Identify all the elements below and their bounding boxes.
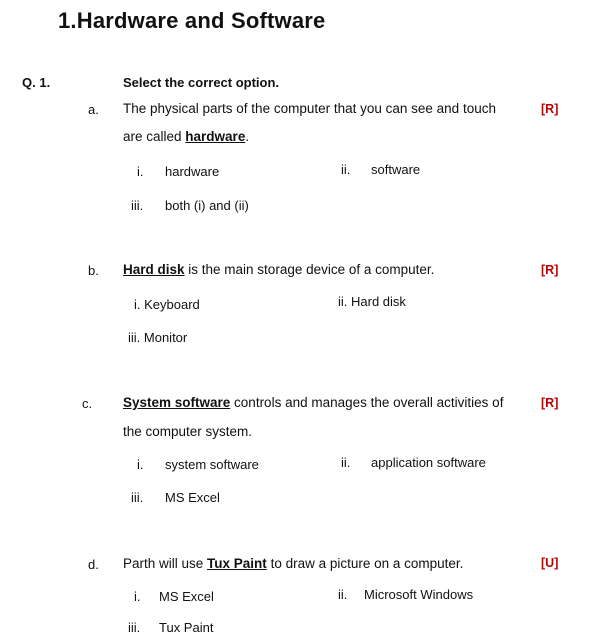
item-c-option-1-number: i. <box>137 457 144 472</box>
item-c-stem-line1 <box>123 395 503 410</box>
question-number: Q. 1. <box>22 75 51 90</box>
item-d-tag: [U] <box>541 556 559 570</box>
item-c-tag: [R] <box>541 396 559 410</box>
item-b-option-1: i. Keyboard <box>134 297 200 312</box>
item-b-keyword: Hard disk <box>123 262 185 277</box>
item-a-option-1-number: i. <box>137 164 144 179</box>
item-c-option-2-number: ii. <box>341 455 351 470</box>
item-d-keyword: Tux Paint <box>207 556 267 571</box>
item-d-letter: d. <box>88 557 99 572</box>
item-a-keyword: hardware <box>185 129 246 144</box>
item-c-stem-rest: controls and manages the overall activities of <box>230 395 504 410</box>
item-b-option-2: ii. Hard disk <box>338 294 406 309</box>
item-d-option-2-number: ii. <box>338 587 348 602</box>
item-a-option-3-number: iii. <box>131 198 144 213</box>
item-a-stem-line1: The physical parts of the computer that you can see and touch <box>123 101 496 116</box>
item-a-letter: a. <box>88 102 99 117</box>
item-d-stem-pre: Parth will use <box>123 556 208 571</box>
item-b-stem <box>123 262 434 277</box>
item-c-option-3-number: iii. <box>131 490 144 505</box>
item-d-option-2: Microsoft Windows <box>364 587 474 602</box>
item-d-option-3-number: iii. <box>128 620 141 635</box>
question-instruction: Select the correct option. <box>123 75 280 90</box>
item-b-stem-rest: is the main storage device of a computer. <box>184 262 435 277</box>
item-c-stem-line2: the computer system. <box>123 424 253 439</box>
item-c-keyword: System software <box>123 395 231 410</box>
item-d-stem-rest: to draw a picture on a computer. <box>266 556 464 571</box>
item-b-option-3: iii. Monitor <box>128 330 188 345</box>
item-c-option-2: application software <box>371 455 486 470</box>
item-a-stem-pre: are called <box>123 129 186 144</box>
item-c-option-1: system software <box>165 457 259 472</box>
item-a-stem-line2 <box>123 129 249 144</box>
item-a-tag: [R] <box>541 102 559 116</box>
item-d-stem <box>123 556 463 571</box>
item-a-option-3: both (i) and (ii) <box>165 198 249 213</box>
item-c-letter: c. <box>82 396 93 411</box>
item-d-option-3: Tux Paint <box>159 620 214 635</box>
item-b-letter: b. <box>88 263 99 278</box>
item-d-option-1-number: i. <box>134 589 141 604</box>
item-a-option-2-number: ii. <box>341 162 351 177</box>
item-d-option-1: MS Excel <box>159 589 214 604</box>
item-a-stem-post: . <box>245 129 250 144</box>
item-a-option-2: software <box>371 162 421 177</box>
page-title: 1.Hardware and Software <box>58 8 326 33</box>
item-b-tag: [R] <box>541 263 559 277</box>
item-a-option-1: hardware <box>165 164 220 179</box>
item-c-option-3: MS Excel <box>165 490 220 505</box>
